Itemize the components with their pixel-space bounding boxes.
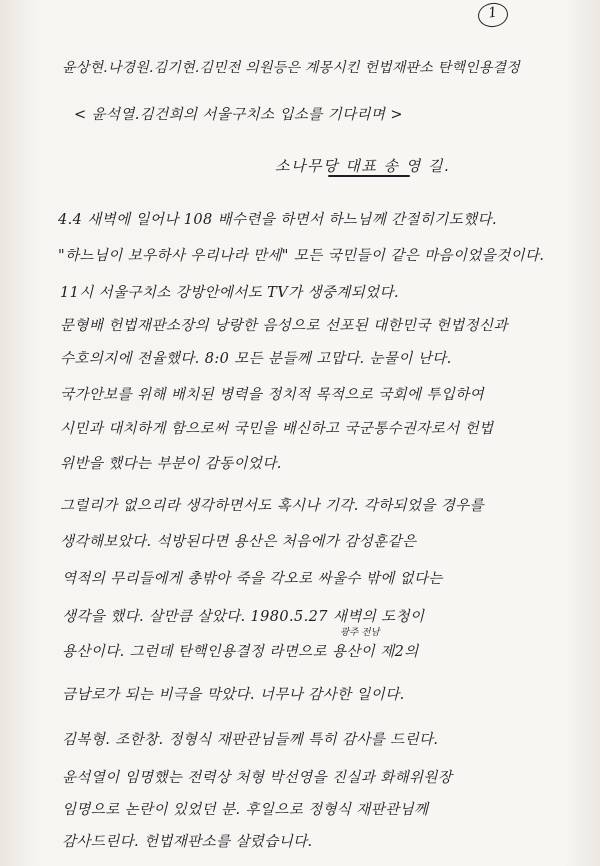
body-line: 금남로가 되는 비극을 막았다. 너무나 감사한 일이다. <box>62 687 405 703</box>
body-line: 위반을 했다는 부분이 감동이었다. <box>60 456 282 472</box>
body-line: 역적의 무리들에게 총밖아 죽을 각오로 싸울수 밖에 없다는 <box>62 571 443 587</box>
body-line: 시민과 대치하게 함으로써 국민을 배신하고 국군통수권자로서 헌법 <box>60 421 494 437</box>
page-number: 1 <box>487 4 499 22</box>
title-line-1: 윤상현.나경원.김기현.김민전 의원등은 계몽시킨 헌법재판소 탄핵인용결정 <box>62 60 520 76</box>
body-line: 국가안보를 위해 배치된 병력을 정치적 목적으로 국회에 투입하여 <box>60 387 485 403</box>
body-line: 김복형. 조한창. 정형식 재판관님들께 특히 감사를 드린다. <box>62 732 439 748</box>
body-line: 생각해보았다. 석방된다면 용산은 처음에가 감성훈같은 <box>60 534 417 550</box>
body-line: 4.4 새벽에 일어나 108 배수련을 하면서 하느님께 간절히기도했다. <box>58 212 497 228</box>
author-signature: 소나무당 대표 송 영 길. <box>275 157 451 175</box>
margin-note: 광주 전남 <box>340 627 380 638</box>
body-line: 문형배 헌법재판소장의 낭랑한 음성으로 선포된 대한민국 헌법정신과 <box>60 318 508 334</box>
body-line: 그럴리가 없으리라 생각하면서도 혹시나 기각. 각하되었을 경우를 <box>60 498 485 514</box>
body-line: 감사드린다. 헌법재판소를 살렸습니다. <box>62 834 313 850</box>
body-line: 윤석열이 임명했는 전력상 처형 박선영을 진실과 화해위원장 <box>62 770 453 786</box>
body-line: 수호의지에 전율했다. 8:0 모든 분들께 고맙다. 눈물이 난다. <box>60 351 452 367</box>
body-line: 11시 서울구치소 강방안에서도 TV가 생중계되었다. <box>60 285 399 301</box>
body-line: 용산이다. 그런데 탄핵인용결정 라면으로 용산이 제2의 <box>62 644 419 660</box>
title-line-2: < 윤석열.김건희의 서울구치소 입소를 기다리며 > <box>74 107 403 123</box>
body-line: 생각을 했다. 살만큼 살았다. 1980.5.27 새벽의 도청이 <box>62 609 425 625</box>
page-number-circle <box>476 1 509 29</box>
author-underline <box>328 175 410 177</box>
body-line: "하느님이 보우하사 우리나라 만세" 모든 국민들이 같은 마음이었을것이다. <box>58 248 545 264</box>
body-line: 임명으로 논란이 있었던 분. 후일으로 정형식 재판관님께 <box>62 802 429 818</box>
